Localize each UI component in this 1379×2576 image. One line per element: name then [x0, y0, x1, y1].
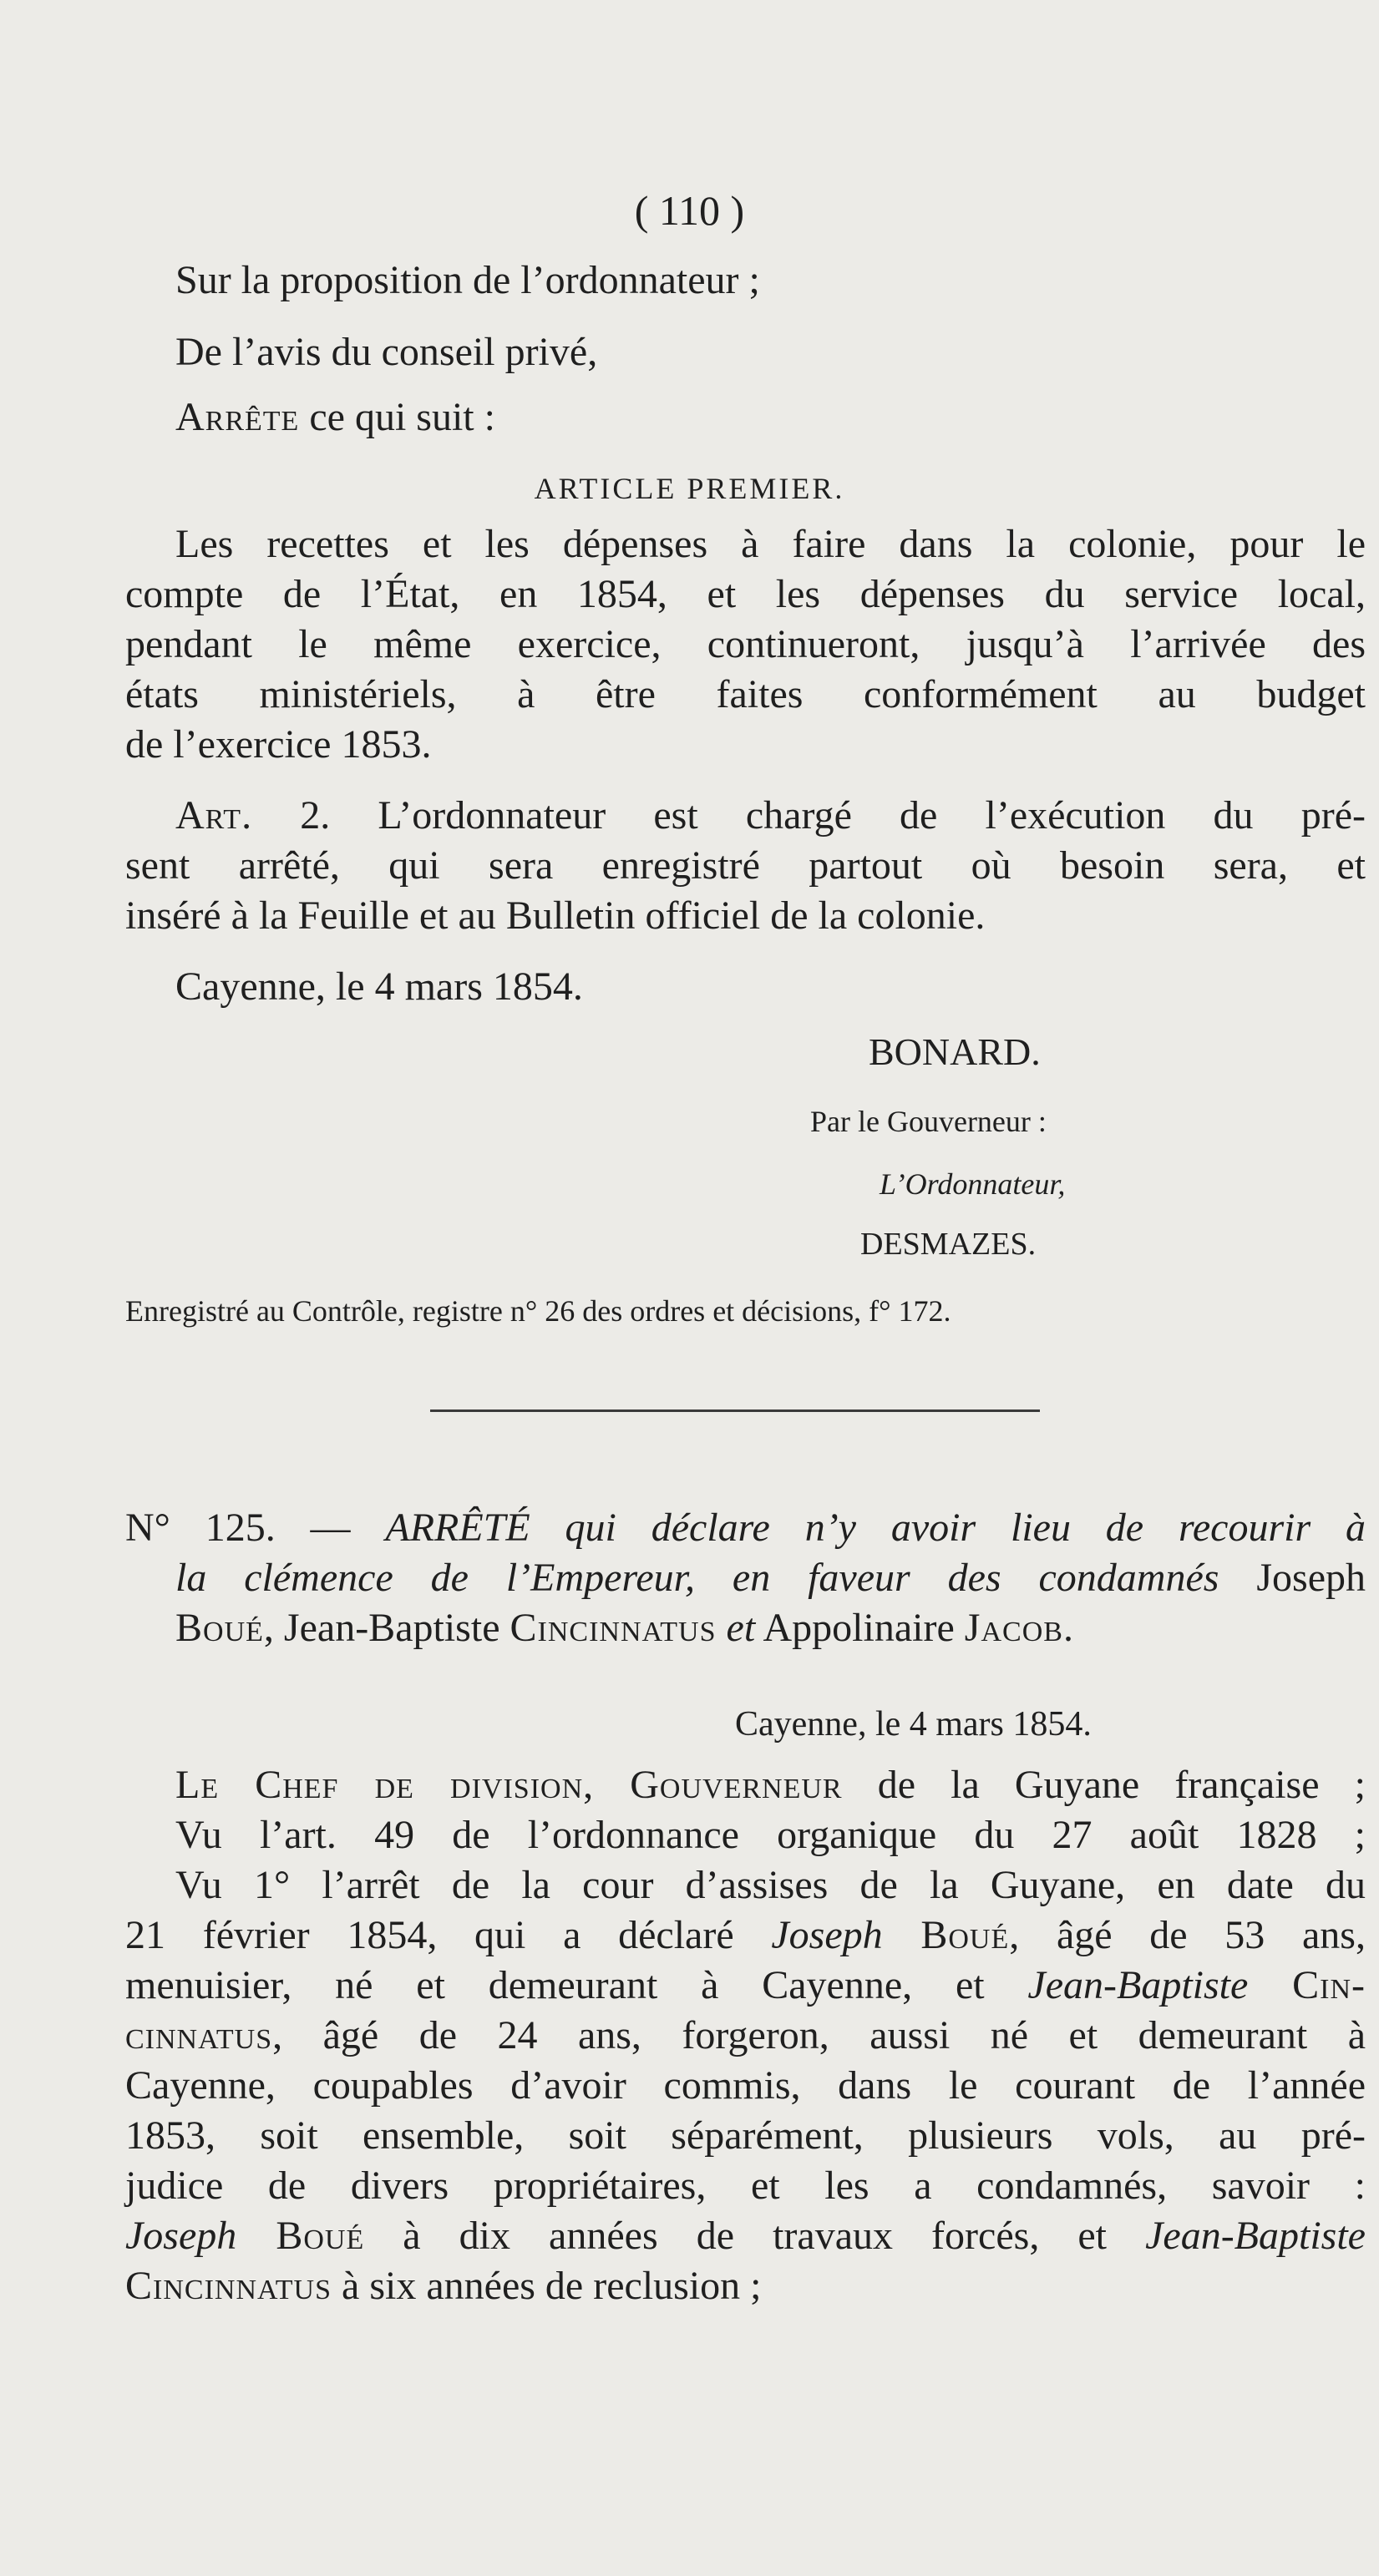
- text: 21 février 1854, qui a déclaré: [125, 1913, 772, 1957]
- decree-title-name: Joseph: [1219, 1556, 1366, 1600]
- text: Boué: [882, 1913, 1010, 1957]
- ordonnateur-title: L’Ordonnateur,: [880, 1167, 1066, 1201]
- text: , âgé de 24 ans, forgeron, aussi né et demeurant à: [272, 2013, 1366, 2057]
- text: , Jean-Baptiste: [263, 1606, 510, 1650]
- signature-desmazes: DESMAZES.: [860, 1227, 1037, 1262]
- text: Appolinaire: [755, 1606, 965, 1650]
- body-line: judice de divers propriétaires, et les a condamnés, savoir :: [125, 2164, 1366, 2208]
- decree-title: ARRÊTÉ qui déclare n’y avoir lieu de recourir à: [385, 1506, 1366, 1550]
- body-line: [125, 2261, 1366, 2311]
- arrete-rest: ce qui suit :: [299, 395, 495, 439]
- text: Cin-: [1248, 1963, 1366, 2007]
- article2-line: [175, 791, 1366, 841]
- decree-title: la clémence de l’Empereur, en faveur des condamnés: [175, 1556, 1219, 1600]
- text: cinnatus: [125, 2013, 273, 2057]
- article2-line: sent arrêté, qui sera enregistré partout où besoin sera, et: [125, 843, 1366, 888]
- preamble-line: Sur la proposition de l’ordonnateur ;: [175, 258, 760, 302]
- body-line: [125, 2011, 1366, 2061]
- text: Joseph: [771, 1913, 883, 1957]
- name-boue: Boué: [175, 1606, 264, 1650]
- signature-bonard: BONARD.: [869, 1030, 1041, 1073]
- decree-title-line: [175, 1603, 1073, 1653]
- decree-dateline: Cayenne, le 4 mars 1854.: [735, 1705, 1092, 1743]
- name-jacob: Jacob: [964, 1606, 1063, 1650]
- decree-title-line: [175, 1553, 1366, 1603]
- art2-text: 2. L’ordonnateur est chargé de l’exécution du pré-: [252, 793, 1366, 838]
- text: Jean-Baptiste: [1027, 1963, 1249, 2007]
- body-line: Vu l’art. 49 de l’ordonnance organique du 27 août 1828 ;: [175, 1813, 1366, 1857]
- text: Jean-Baptiste: [1145, 2214, 1366, 2258]
- text: , âgé de 53 ans,: [1009, 1913, 1366, 1957]
- registration-note: Enregistré au Contrôle, registre n° 26 des ordres et décisions, f° 172.: [125, 1294, 951, 1328]
- name-cincinnatus: Cincinnatus: [510, 1606, 717, 1650]
- par-le-gouverneur: Par le Gouverneur :: [810, 1105, 1047, 1138]
- decree-title-line: [125, 1503, 1366, 1553]
- body-line: [125, 1910, 1366, 1961]
- body-line: [125, 1961, 1366, 2011]
- art-label: Art.: [175, 793, 253, 838]
- body-line: Vu 1° l’arrêt de la cour d’assises de la Guyane, en date du: [175, 1863, 1366, 1907]
- text: Cincinnatus: [125, 2264, 332, 2308]
- text: et: [716, 1606, 756, 1650]
- text: .: [1062, 1606, 1073, 1650]
- title-sc: Le Chef de division, Gouverneur: [175, 1763, 843, 1807]
- body-line: 1853, soit ensemble, soit séparément, plusieurs vols, au pré-: [125, 2113, 1366, 2158]
- article-line: pendant le même exercice, continueront, jusqu’à l’arrivée des: [125, 622, 1366, 666]
- arrete-line: [175, 392, 1366, 443]
- article-line: Les recettes et les dépenses à faire dans la colonie, pour le: [175, 522, 1366, 566]
- article-line: compte de l’État, en 1854, et les dépenses du service local,: [125, 572, 1366, 616]
- body-line: [125, 2211, 1366, 2261]
- body-line: Cayenne, coupables d’avoir commis, dans le courant de l’année: [125, 2063, 1366, 2108]
- section-divider: [430, 1409, 1040, 1412]
- text: à six années de reclusion ;: [332, 2264, 762, 2308]
- dateline: Cayenne, le 4 mars 1854.: [175, 964, 583, 1009]
- preamble-line: De l’avis du conseil privé,: [175, 330, 598, 374]
- arrete-word: Arrête: [175, 395, 300, 439]
- article2-line: inséré à la Feuille et au Bulletin officiel de la colonie.: [125, 893, 986, 938]
- text: menuisier, né et demeurant à Cayenne, et: [125, 1963, 1028, 2007]
- body-line: [175, 1760, 1366, 1810]
- decree-number: N° 125. —: [125, 1506, 386, 1550]
- text: de la Guyane française ;: [842, 1763, 1366, 1807]
- article-line: états ministériels, à être faites conformément au budget: [125, 672, 1366, 716]
- page-number: ( 110 ): [634, 187, 745, 234]
- text: Joseph: [125, 2214, 237, 2258]
- text: à dix années de travaux forcés, et: [364, 2214, 1146, 2258]
- text: Boué: [236, 2214, 365, 2258]
- article-line: de l’exercice 1853.: [125, 722, 432, 767]
- article-heading: ARTICLE PREMIER.: [534, 472, 845, 505]
